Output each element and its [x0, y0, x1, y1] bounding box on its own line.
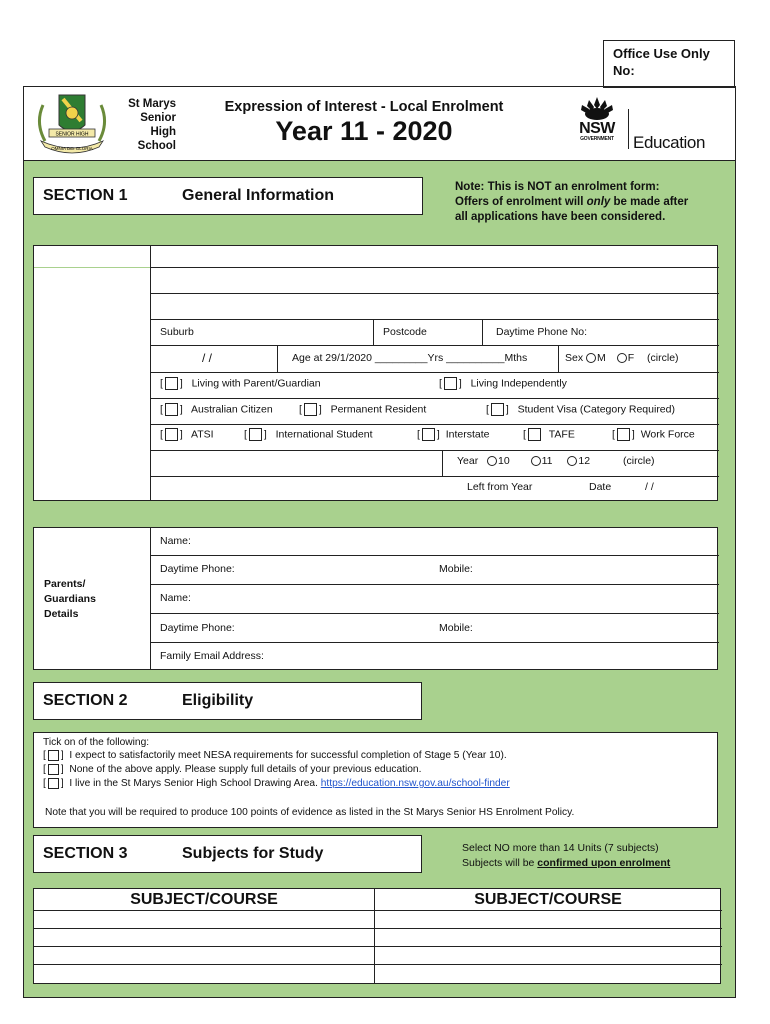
note-line1: Note: This is NOT an enrolment form:	[455, 181, 660, 193]
tafe-option: [ TAFE	[523, 428, 575, 441]
evidence-note: Note that you will be required to produce 100 points of evidence as listed in the St Marys Senior HS Enrolment Policy.	[45, 807, 575, 818]
living-parent-label: Living with Parent/Guardian	[191, 377, 321, 390]
school-crest-logo	[33, 91, 111, 155]
interstate-option: [ ] Interstate	[417, 428, 490, 441]
living-parent-checkbox[interactable]	[165, 377, 178, 390]
section1-title: General Information	[182, 187, 335, 204]
parent1-mobile-input[interactable]: Mobile:	[439, 563, 473, 575]
sex-field	[565, 352, 679, 364]
subject-row-3-right[interactable]	[376, 947, 720, 964]
nsw-education-logo	[570, 95, 730, 153]
general-info-table	[33, 245, 718, 501]
note-line3: all applications have been considered.	[455, 211, 666, 223]
eligibility-checkbox-2[interactable]	[48, 764, 59, 775]
school-name-line3: High	[150, 126, 176, 138]
section3-header	[33, 835, 422, 873]
home-address-input[interactable]	[151, 294, 719, 319]
nsw-government-text: GOVERNMENT	[580, 136, 614, 142]
perm-resident-option: [ ] Permanent Resident	[299, 403, 427, 416]
form-title-main: Year 11 - 2020	[275, 116, 453, 146]
year-11-radio[interactable]	[531, 456, 541, 466]
year-10-label: 10	[497, 455, 510, 467]
work-force-checkbox[interactable]	[617, 428, 630, 441]
student-visa-checkbox[interactable]	[491, 403, 504, 416]
eligibility-option-3-label: I live in the St Marys Senior High School Drawing Area.	[69, 778, 318, 790]
subject-row-3-left[interactable]	[35, 947, 373, 964]
nsw-wordmark: NSW	[579, 120, 615, 137]
note-line2: Offers of enrolment will only be made after	[455, 196, 689, 208]
living-parent-option: [ ] Living with Parent/Guardian	[160, 377, 321, 390]
sex-f-radio[interactable]	[617, 353, 627, 363]
living-independent-label: Living Independently	[470, 377, 567, 390]
perm-resident-label: Permanent Resident	[330, 403, 427, 416]
work-force-label: Work Force	[640, 428, 695, 441]
interstate-label: Interstate	[445, 428, 490, 441]
surname-input[interactable]	[151, 246, 719, 267]
school-finder-link[interactable]: https://education.nsw.gov.au/school-finder	[320, 778, 510, 790]
parent2-name-input[interactable]: Name:	[160, 592, 191, 604]
section3-note-line1: Select NO more than 14 Units (7 subjects)	[462, 842, 659, 854]
sex-f-label: F	[627, 352, 635, 364]
parents-label-line3: Details	[44, 608, 79, 620]
tafe-label: TAFE	[548, 428, 575, 441]
tafe-checkbox[interactable]	[528, 428, 541, 441]
form-title	[199, 99, 529, 147]
school-name-line1: St Marys	[128, 98, 176, 110]
work-force-option: [ ] Work Force	[612, 428, 695, 441]
year-12-label: 12	[578, 455, 591, 467]
nsw-education-text: Education	[633, 133, 706, 152]
year-12-radio[interactable]	[567, 456, 577, 466]
sex-m-radio[interactable]	[586, 353, 596, 363]
interstate-checkbox[interactable]	[422, 428, 435, 441]
daytime-phone-input[interactable]: Daytime Phone No:	[496, 326, 588, 338]
subject-row-4-right[interactable]	[376, 965, 720, 983]
office-use-box	[603, 40, 735, 88]
year-circle-note: (circle)	[623, 455, 655, 467]
postcode-input[interactable]: Postcode	[383, 326, 427, 338]
eligibility-box	[33, 732, 718, 828]
parents-table	[33, 527, 718, 670]
year-10-radio[interactable]	[487, 456, 497, 466]
atsi-option: [ ] ATSI	[160, 428, 214, 441]
intl-student-label: International Student	[275, 428, 373, 441]
year-11-label: 11	[541, 455, 553, 467]
subject-col2-header: SUBJECT/COURSE	[474, 891, 622, 908]
sex-m-label: M	[597, 352, 606, 364]
student-visa-option: [ ] Student Visa (Category Required)	[486, 403, 675, 416]
intl-student-checkbox[interactable]	[249, 428, 262, 441]
aus-citizen-label: Australian Citizen	[191, 403, 273, 416]
section3-number: SECTION 3	[43, 845, 128, 862]
family-email-input[interactable]: Family Email Address:	[160, 650, 264, 662]
parent1-daytime-input[interactable]: Daytime Phone:	[160, 563, 235, 575]
form-body	[23, 160, 736, 998]
section3-note	[462, 841, 670, 871]
subject-row-1-left[interactable]	[35, 911, 373, 928]
aus-citizen-option: [ ] Australian Citizen	[160, 403, 273, 416]
eligibility-option-3: [ ] I live in the St Marys Senior High School Drawing Area. https://education.nsw.gov.au/school-finder	[43, 778, 510, 790]
section3-title: Subjects for Study	[182, 845, 324, 862]
year-label: Year	[457, 455, 479, 467]
suburb-input[interactable]: Suburb	[160, 326, 194, 338]
subject-row-2-left[interactable]	[35, 929, 373, 946]
office-no-label: No:	[613, 63, 635, 78]
school-name-line4: School	[137, 140, 176, 152]
section2-header	[33, 682, 422, 720]
intl-student-option: [ ] International Student	[244, 428, 373, 441]
age-input[interactable]: Age at 29/1/2020 _________Yrs __________Mths	[292, 352, 528, 364]
living-independent-checkbox[interactable]	[444, 377, 457, 390]
previous-school-input[interactable]	[151, 477, 451, 501]
waratah-icon	[572, 95, 622, 121]
atsi-checkbox[interactable]	[165, 428, 178, 441]
sex-circle-note: (circle)	[647, 352, 679, 364]
parents-label-line2: Guardians	[44, 593, 96, 605]
section2-title: Eligibility	[182, 692, 254, 709]
subject-row-2-right[interactable]	[376, 929, 720, 946]
parent1-name-input[interactable]: Name:	[160, 535, 191, 547]
crest-banner-text: SENIOR HIGH	[55, 131, 89, 138]
section3-note-line2: Subjects will be confirmed upon enrolment	[462, 857, 671, 869]
school-name-line2: Senior	[140, 112, 176, 124]
student-visa-label: Student Visa (Category Required)	[517, 403, 675, 416]
current-school-input[interactable]	[151, 451, 441, 476]
section1-number: SECTION 1	[43, 187, 128, 204]
tick-instruction: Tick on of the following:	[43, 737, 150, 748]
living-independent-option: [ ] Living Independently	[439, 377, 567, 390]
eligibility-option-1-label: I expect to satisfactorily meet NESA requirements for successful completion of Stage 5 (Year 10).	[69, 750, 507, 762]
parent2-mobile-input[interactable]: Mobile:	[439, 622, 473, 634]
subjects-table	[33, 888, 721, 984]
section1-header	[33, 177, 423, 215]
office-use-label: Office Use Only	[613, 46, 710, 61]
dob-input[interactable]: / /	[202, 351, 213, 365]
date-left-input[interactable]: / /	[645, 481, 654, 493]
section1-note	[455, 180, 745, 225]
left-from-year-input[interactable]: Left from Year	[467, 481, 533, 493]
form-header	[23, 86, 736, 160]
atsi-label: ATSI	[191, 428, 214, 441]
school-name	[120, 97, 176, 153]
eligibility-option-2: [ ] None of the above apply. Please supply full details of your previous education.	[43, 764, 422, 776]
parents-label	[44, 577, 96, 622]
perm-resident-checkbox[interactable]	[304, 403, 317, 416]
date-left-label: Date	[589, 481, 612, 493]
subject-row-1-right[interactable]	[376, 911, 720, 928]
sex-label: Sex	[565, 352, 584, 364]
section2-number: SECTION 2	[43, 692, 128, 709]
crest-motto-text: OMNIA DEI GLORIA	[51, 146, 93, 151]
parent2-daytime-input[interactable]: Daytime Phone:	[160, 622, 235, 634]
form-title-sub: Expression of Interest - Local Enrolment	[224, 99, 504, 115]
year-field	[457, 455, 655, 467]
parents-label-line1: Parents/	[44, 578, 86, 590]
nsw-divider	[628, 109, 629, 149]
eligibility-checkbox-3[interactable]	[48, 778, 59, 789]
eligibility-checkbox-1[interactable]	[48, 750, 59, 761]
aus-citizen-checkbox[interactable]	[165, 403, 178, 416]
subject-row-4-left[interactable]	[35, 965, 373, 983]
subject-col1-header: SUBJECT/COURSE	[130, 891, 278, 908]
given-name-input[interactable]	[151, 268, 719, 293]
eligibility-option-2-label: None of the above apply. Please supply full details of your previous education.	[69, 764, 422, 776]
eligibility-option-1: [ ] I expect to satisfactorily meet NESA requirements for successful completion of Stage 5 (Year 10).	[43, 750, 507, 762]
